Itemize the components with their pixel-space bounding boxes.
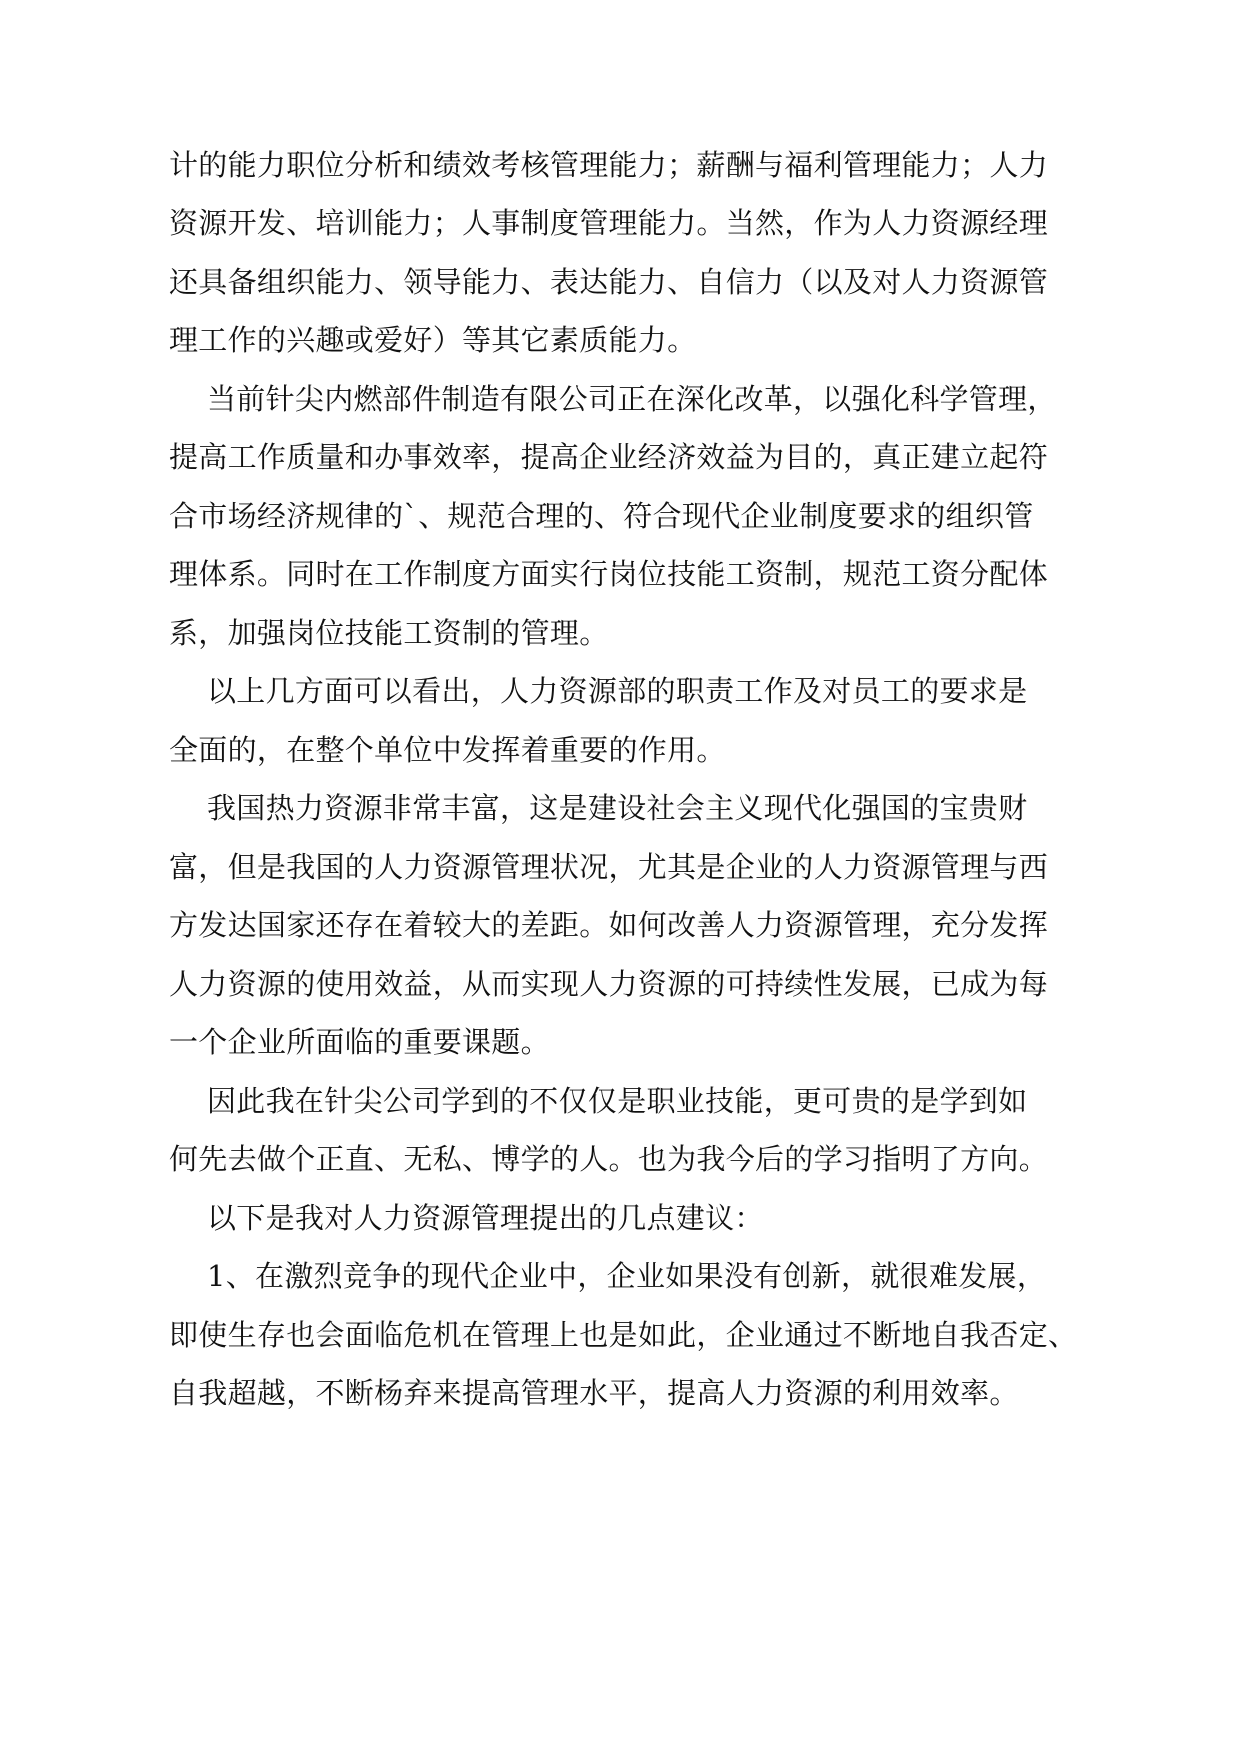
text-line: 全面的，在整个单位中发挥着重要的作用。 — [169, 733, 726, 767]
text-line: 提高工作质量和办事效率，提高企业经济效益为目的，真正建立起符 — [169, 440, 1049, 474]
text-line: 自我超越，不断杨弃来提高管理水平，提高人力资源的利用效率。 — [169, 1376, 1019, 1410]
paragraph-first-line: 我国热力资源非常丰富，这是建设社会主义现代化强国的宝贵财 — [207, 791, 1028, 825]
paragraph-first-line: 以上几方面可以看出，人力资源部的职责工作及对员工的要求是 — [207, 674, 1028, 708]
text-line: 富，但是我国的人力资源管理状况，尤其是企业的人力资源管理与西 — [169, 850, 1049, 884]
text-line: 一个企业所面临的重要课题。 — [169, 1025, 550, 1059]
paragraph-first-line: 因此我在针尖公司学到的不仅仅是职业技能，更可贵的是学到如 — [207, 1084, 1028, 1118]
text-line: 人力资源的使用效益，从而实现人力资源的可持续性发展，已成为每 — [169, 967, 1049, 1001]
paragraph-first-line: 当前针尖内燃部件制造有限公司正在深化改革，以强化科学管理， — [207, 382, 1057, 416]
text-line: 系，加强岗位技能工资制的管理。 — [169, 616, 609, 650]
text-line: 还具备组织能力、领导能力、表达能力、自信力（以及对人力资源管 — [169, 265, 1049, 299]
text-line: 合市场经济规律的`、规范合理的、符合现代企业制度要求的组织管 — [169, 499, 1034, 533]
text-line: 计的能力职位分析和绩效考核管理能力；薪酬与福利管理能力；人力 — [169, 148, 1049, 182]
text-line: 方发达国家还存在着较大的差距。如何改善人力资源管理，充分发挥 — [169, 908, 1049, 942]
paragraph-first-line: 以下是我对人力资源管理提出的几点建议： — [207, 1201, 764, 1235]
text-line: 理工作的兴趣或爱好）等其它素质能力。 — [169, 323, 697, 357]
paragraph-first-line: 1、在激烈竞争的现代企业中，企业如果没有创新，就很难发展， — [207, 1259, 1047, 1293]
text-line: 理体系。同时在工作制度方面实行岗位技能工资制，规范工资分配体 — [169, 557, 1049, 591]
text-line: 资源开发、培训能力；人事制度管理能力。当然，作为人力资源经理 — [169, 206, 1049, 240]
text-line: 何先去做个正直、无私、博学的人。也为我今后的学习指明了方向。 — [169, 1142, 1049, 1176]
text-line: 即使生存也会面临危机在管理上也是如此，企业通过不断地自我否定、 — [169, 1318, 1078, 1352]
